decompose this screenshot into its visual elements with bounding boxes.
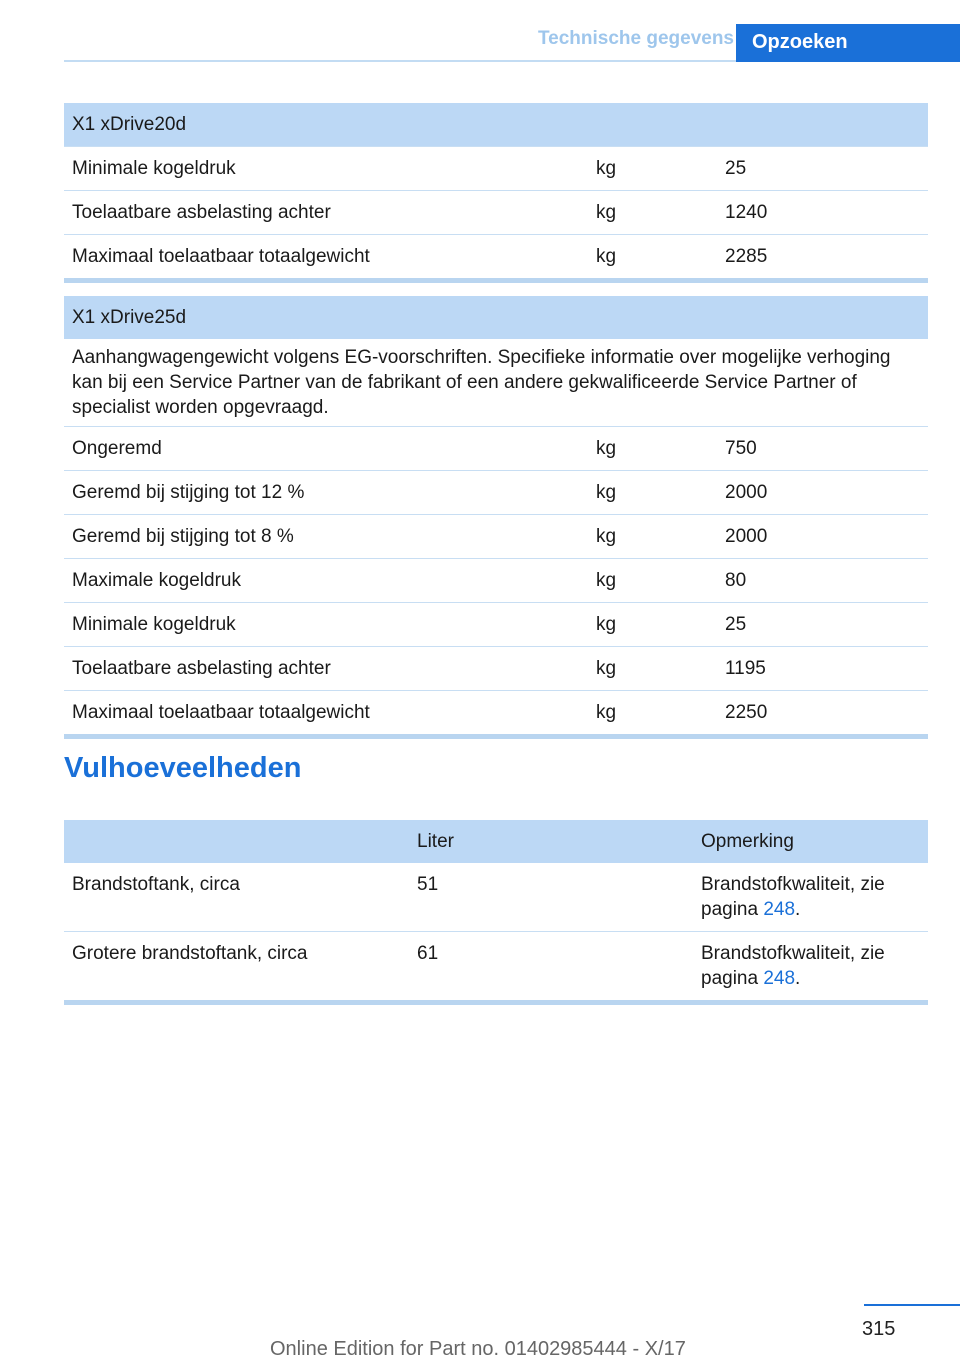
row-value: 80: [717, 559, 928, 603]
table-row: [64, 427, 928, 471]
table-row: [64, 515, 928, 559]
row-unit: kg: [588, 471, 717, 515]
row-value: 2285: [717, 235, 928, 281]
row-liter: 51: [417, 874, 439, 895]
row-unit: kg: [588, 647, 717, 691]
table-xdrive20d: [64, 103, 928, 283]
table-row: [64, 863, 928, 932]
table-title: X1 xDrive20d: [64, 103, 928, 147]
row-remark: [693, 932, 928, 1003]
header-liter: Liter: [409, 820, 693, 863]
table-row: [64, 603, 928, 647]
table-xdrive25d: [64, 296, 928, 739]
row-value: 2000: [717, 515, 928, 559]
row-value: 1240: [717, 191, 928, 235]
row-label: Brandstoftank, circa: [72, 874, 240, 895]
row-unit: kg: [588, 427, 717, 471]
row-value: 1195: [717, 647, 928, 691]
remark-text: Brandstofkwaliteit, zie pagina: [701, 874, 885, 920]
header-empty: [64, 820, 409, 863]
table-row: [64, 932, 928, 1003]
table-row: [64, 471, 928, 515]
row-label: Minimale kogeldruk: [64, 147, 588, 191]
row-label: Maximale kogeldruk: [64, 559, 588, 603]
row-label: Maximaal toelaatbaar totaalgewicht: [64, 691, 588, 737]
table-row: [64, 147, 928, 191]
row-label: Geremd bij stijging tot 12 %: [64, 471, 588, 515]
row-unit: kg: [588, 235, 717, 281]
table-row: [64, 691, 928, 737]
table-vulhoeveelheden: [64, 820, 928, 1005]
remark-end: .: [795, 899, 801, 920]
row-value: 2000: [717, 471, 928, 515]
section-heading: Vulhoeveelheden: [64, 752, 302, 784]
row-liter: 61: [409, 932, 693, 1003]
row-unit: kg: [588, 603, 717, 647]
row-value: 2250: [717, 691, 928, 737]
table-row: [64, 191, 928, 235]
table-row: [64, 647, 928, 691]
row-label: Grotere brandstoftank, circa: [64, 932, 409, 1003]
remark-text: Brandstofkwaliteit, zie pagina: [701, 943, 885, 989]
page-number: 315: [862, 1318, 896, 1340]
active-tab[interactable]: Opzoeken: [736, 24, 960, 62]
footer-edition: Online Edition for Part no. 01402985444 - X/17: [270, 1338, 686, 1360]
page-number-divider: [864, 1304, 960, 1306]
row-label: Minimale kogeldruk: [64, 603, 588, 647]
page-link[interactable]: 248: [763, 899, 796, 920]
row-label: Toelaatbare asbelasting achter: [64, 647, 588, 691]
table-row: [64, 235, 928, 281]
row-unit: kg: [588, 691, 717, 737]
table-title: X1 xDrive25d: [64, 296, 928, 339]
row-label: Ongeremd: [64, 427, 588, 471]
page-link[interactable]: 248: [763, 968, 796, 989]
row-value: 750: [717, 427, 928, 471]
row-value: 25: [717, 603, 928, 647]
remark-end: .: [795, 968, 801, 989]
row-unit: kg: [588, 191, 717, 235]
row-unit: kg: [588, 515, 717, 559]
row-value: 25: [717, 147, 928, 191]
row-unit: kg: [588, 147, 717, 191]
section-tab[interactable]: Technische gegevens: [537, 28, 734, 49]
row-remark: [693, 863, 928, 932]
table-note: Aanhangwagengewicht volgens EG-voorschriften. Specifieke informatie over mogelijke verhoging kan bij een Service Partner van de fabrikant of een andere gekwalificeerde Service Partner of specialist worden opgevraagd.: [72, 347, 891, 418]
row-label: Geremd bij stijging tot 8 %: [64, 515, 588, 559]
row-unit: kg: [588, 559, 717, 603]
row-label: Maximaal toelaatbaar totaalgewicht: [64, 235, 588, 281]
header-remark: Opmerking: [693, 820, 928, 863]
table-row: [64, 559, 928, 603]
row-label: Toelaatbare asbelasting achter: [64, 191, 588, 235]
